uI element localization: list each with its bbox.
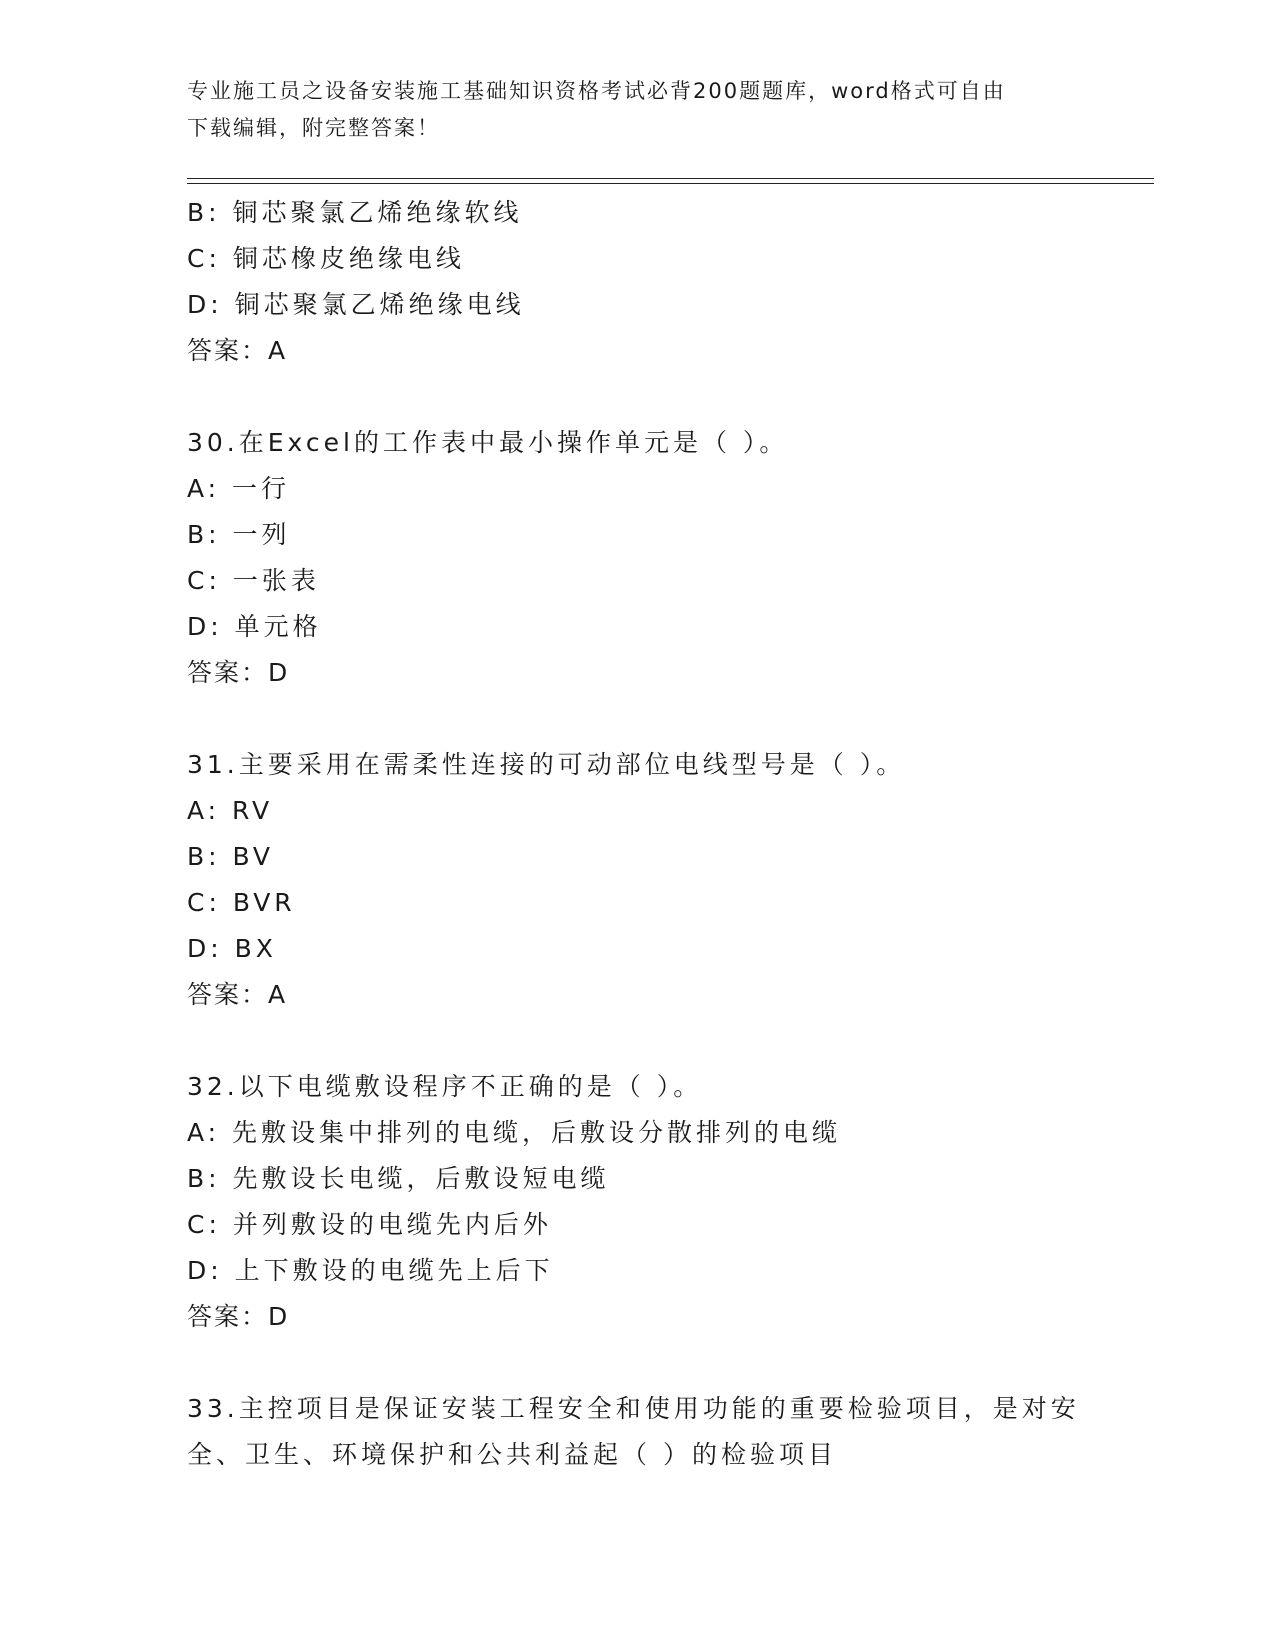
option-c: C: 一张表 [187,566,320,595]
header-rule-bottom [187,183,1154,184]
question-text: 31.主要采用在需柔性连接的可动部位电线型号是（ ）。 [187,750,906,779]
header-line-1: 专业施工员之设备安装施工基础知识资格考试必背200题题库，word格式可自由 [187,79,1006,103]
answer: 答案：D [187,1302,290,1331]
answer: 答案：A [187,336,288,365]
spacer [187,1340,1087,1386]
spacer [187,1018,1087,1064]
option-d: D: 上下敷设的电缆先上后下 [187,1256,554,1285]
option-c: C: BVR [187,888,296,917]
question-block-31 [187,742,1087,1018]
header-rule-top [187,178,1154,179]
question-text-line-1: 33.主控项目是保证安装工程安全和使用功能的重要检验项目，是对安 [187,1394,1080,1423]
question-block-30 [187,420,1087,696]
option-a: A: 一行 [187,474,291,503]
option-b: B: 先敷设长电缆，后敷设短电缆 [187,1164,610,1193]
question-list [187,190,1087,1478]
option-d: D: 单元格 [187,612,322,641]
option-d: D: BX [187,934,277,963]
option-a: A: 先敷设集中排列的电缆，后敷设分散排列的电缆 [187,1118,842,1147]
question-text: 30.在Excel的工作表中最小操作单元是（ ）。 [187,428,789,457]
answer: 答案：A [187,980,288,1009]
option-b: B: BV [187,842,275,871]
question-block-33 [187,1386,1087,1478]
question-block-32 [187,1064,1087,1340]
option-b: B: 一列 [187,520,291,549]
answer: 答案：D [187,658,290,687]
question-text-line-2: 全、卫生、环境保护和公共利益起（ ）的检验项目 [187,1440,837,1469]
document-header [187,73,1067,147]
option-c: C: 铜芯橡皮绝缘电线 [187,244,465,273]
spacer [187,696,1087,742]
option-d: D: 铜芯聚氯乙烯绝缘电线 [187,290,525,319]
spacer [187,374,1087,420]
header-line-2: 下载编辑，附完整答案！ [187,116,440,140]
question-block-29 [187,190,1087,374]
question-text: 32.以下电缆敷设程序不正确的是（ ）。 [187,1072,703,1101]
option-b: B: 铜芯聚氯乙烯绝缘软线 [187,198,523,227]
option-c: C: 并列敷设的电缆先内后外 [187,1210,552,1239]
option-a: A: RV [187,796,274,825]
